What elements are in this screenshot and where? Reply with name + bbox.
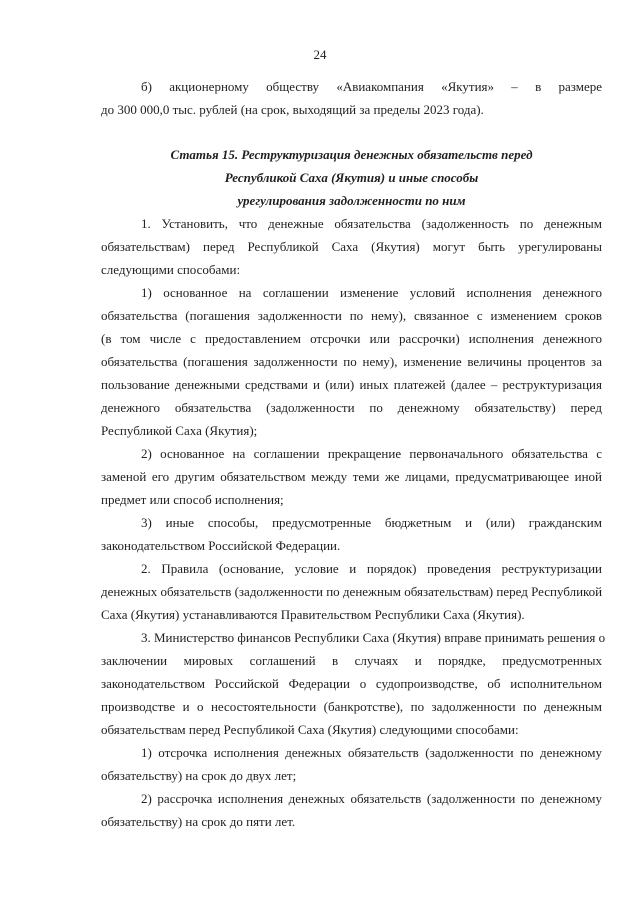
paragraph-line: Саха (Якутия) устанавливаются Правительством Республики Саха (Якутия). [101,607,525,622]
paragraph-line: следующими способами: [101,262,241,277]
paragraph-line: (в том числе с предоставлением отсрочки или рассрочки) исполнения денежного [101,331,602,346]
paragraph-line: производстве и о несостоятельности (банкротстве), по задолженности по денежным [101,699,602,714]
intro-item-line: до 300 000,0 тыс. рублей (на срок, выходящий за пределы 2023 года). [101,102,484,117]
paragraph-line: обязательствам) перед Республикой Саха (Якутия) могут быть урегулированы [101,239,602,254]
paragraph-line: 1. Установить, что денежные обязательства (задолженность по денежным [141,216,602,231]
paragraph-line: заменой его другим обязательством между теми же лицами, предусматривающее иной [101,469,602,484]
paragraph-line: обязательству) на срок до пяти лет. [101,814,296,829]
page-number: 24 [313,47,327,62]
paragraph-line: обязательства (погашения задолженности по нему), изменение величины процентов за [101,354,602,369]
paragraph-line: 2) основанное на соглашении прекращение первоначального обязательства с [141,446,602,461]
paragraph-line: 1) основанное на соглашении изменение условий исполнения денежного [141,285,602,300]
paragraph-line: заключении мировых соглашений в случаях и порядке, предусмотренных [101,653,602,668]
paragraph-line: обязательствам перед Республикой Саха (Якутия) следующими способами: [101,722,519,737]
paragraph-line: денежного обязательства (задолженности по денежному обязательству) перед [101,400,602,415]
paragraph-line: обязательства (погашения задолженности по нему), связанное с изменением сроков [101,308,602,323]
paragraph-line: пользование денежными средствами и (или) иных платежей (далее – реструктуризация [101,377,602,392]
article-heading: Статья 15. Реструктуризация денежных обязательств перед [170,147,533,162]
paragraph-line: денежных обязательств (задолженности по денежным обязательствам) перед Республикой [101,584,603,599]
intro-item-line: б) акционерному обществу «Авиакомпания «Якутия» – в размере [141,79,602,94]
paragraph-line: 1) отсрочка исполнения денежных обязательств (задолженности по денежному [141,745,602,760]
paragraph-line: 3. Министерство финансов Республики Саха (Якутия) вправе принимать решения о [141,630,606,645]
paragraph-line: законодательством Российской Федерации о судопроизводстве, об исполнительном [101,676,602,691]
paragraph-line: обязательству) на срок до двух лет; [101,768,297,783]
article-heading: Республикой Саха (Якутия) и иные способы [224,170,479,185]
paragraph-line: 3) иные способы, предусмотренные бюджетным и (или) гражданским [141,515,602,530]
paragraph-line: законодательством Российской Федерации. [101,538,341,553]
paragraph-line: 2. Правила (основание, условие и порядок) проведения реструктуризации [141,561,602,576]
article-heading: урегулирования задолженности по ним [237,193,466,208]
paragraph-line: предмет или способ исполнения; [101,492,284,507]
paragraph-line: 2) рассрочка исполнения денежных обязательств (задолженности по денежному [141,791,602,806]
paragraph-line: Республикой Саха (Якутия); [101,423,258,438]
